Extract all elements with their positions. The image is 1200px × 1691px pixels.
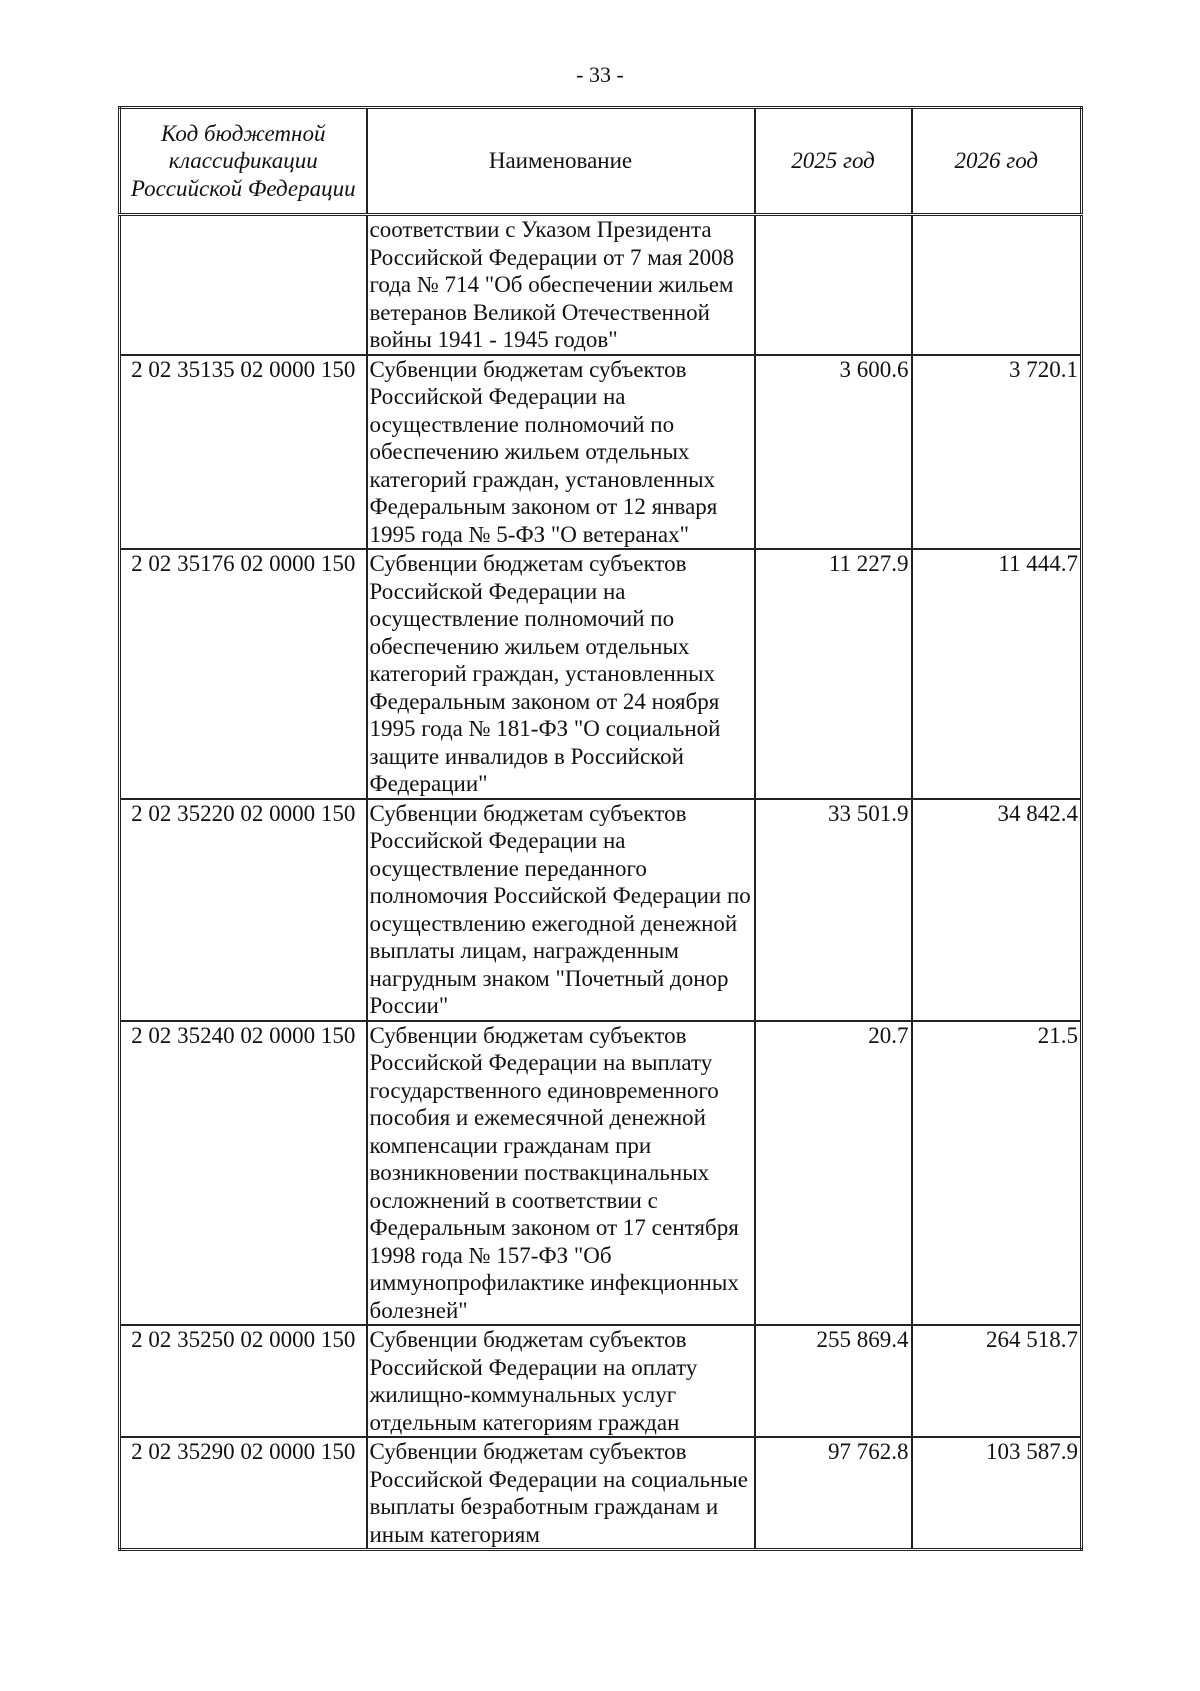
row-value-2026: 21.5 <box>912 1021 1082 1326</box>
header-year-2025: 2025 год <box>755 108 912 215</box>
row-name: Субвенции бюджетам субъектов Российской Федерации на социальные выплаты безработным гражданам и иным категориям <box>367 1437 755 1550</box>
row-value-2025: 3 600.6 <box>755 355 912 550</box>
row-code: 2 02 35176 02 0000 150 <box>120 549 367 799</box>
row-value-2025: 33 501.9 <box>755 799 912 1021</box>
row-code: 2 02 35135 02 0000 150 <box>120 355 367 550</box>
row-code: 2 02 35240 02 0000 150 <box>120 1021 367 1326</box>
table-row <box>120 1021 1082 1326</box>
header-name: Наименование <box>367 108 755 215</box>
row-value-2026: 11 444.7 <box>912 549 1082 799</box>
budget-table <box>118 106 1083 1551</box>
table-row <box>120 799 1082 1021</box>
table-row <box>120 355 1082 550</box>
table-row <box>120 215 1082 355</box>
row-value-2026: 264 518.7 <box>912 1325 1082 1437</box>
row-name: Субвенции бюджетам субъектов Российской Федерации на оплату жилищно-коммунальных услуг отдельным категориям граждан <box>367 1325 755 1437</box>
row-name: Субвенции бюджетам субъектов Российской Федерации на осуществление переданного полномочия Российской Федерации по осуществлению ежегодной денежной выплаты лицам, награжденным нагрудным знаком "Почетный донор России" <box>367 799 755 1021</box>
row-name: Субвенции бюджетам субъектов Российской Федерации на выплату государственного единовременного пособия и ежемесячной денежной компенсации гражданам при возникновении поствакцинальных осложнений в соответствии с Федеральным законом от 17 сентября 1998 года № 157-ФЗ "Об иммунопрофилактике инфекционных болезней" <box>367 1021 755 1326</box>
row-name: Субвенции бюджетам субъектов Российской Федерации на осуществление полномочий по обеспечению жильем отдельных категорий граждан, установленных Федеральным законом от 12 января 1995 года № 5-ФЗ "О ветеранах" <box>367 355 755 550</box>
header-year-2026: 2026 год <box>912 108 1082 215</box>
row-code: 2 02 35290 02 0000 150 <box>120 1437 367 1550</box>
row-value-2025: 255 869.4 <box>755 1325 912 1437</box>
row-value-2026: 3 720.1 <box>912 355 1082 550</box>
page-number: - 33 - <box>576 62 624 87</box>
row-value-2025: 11 227.9 <box>755 549 912 799</box>
row-value-2025: 97 762.8 <box>755 1437 912 1550</box>
table-header-row <box>120 108 1082 215</box>
row-value-2026 <box>912 215 1082 355</box>
row-name: Субвенции бюджетам субъектов Российской Федерации на осуществление полномочий по обеспечению жильем отдельных категорий граждан, установленных Федеральным законом от 24 ноября 1995 года № 181-ФЗ "О социальной защите инвалидов в Российской Федерации" <box>367 549 755 799</box>
table-row <box>120 1325 1082 1437</box>
header-code: Код бюджетной классификации Российской Федерации <box>120 108 367 215</box>
row-code: 2 02 35220 02 0000 150 <box>120 799 367 1021</box>
row-name: соответствии с Указом Президента Российской Федерации от 7 мая 2008 года № 714 "Об обеспечении жильем ветеранов Великой Отечественной войны 1941 - 1945 годов" <box>367 215 755 355</box>
row-code <box>120 215 367 355</box>
row-value-2026: 34 842.4 <box>912 799 1082 1021</box>
table-row <box>120 549 1082 799</box>
row-code: 2 02 35250 02 0000 150 <box>120 1325 367 1437</box>
row-value-2025 <box>755 215 912 355</box>
table-row <box>120 1437 1082 1550</box>
row-value-2026: 103 587.9 <box>912 1437 1082 1550</box>
row-value-2025: 20.7 <box>755 1021 912 1326</box>
